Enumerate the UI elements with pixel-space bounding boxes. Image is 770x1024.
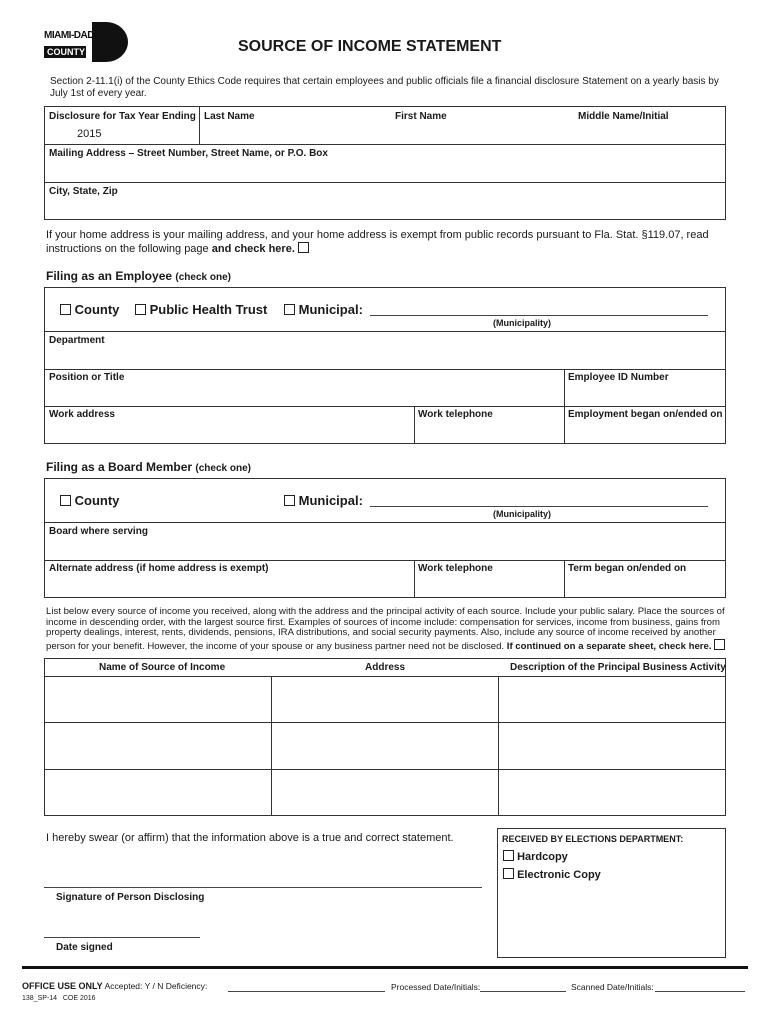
scanned-label: Scanned Date/Initials: (571, 982, 654, 992)
date-signed-line[interactable] (44, 937, 200, 938)
col-business-activity: Description of the Principal Business Activity (510, 662, 726, 673)
electronic-checkbox[interactable] (503, 868, 514, 879)
processed-line[interactable] (480, 991, 566, 992)
county-logo (44, 20, 130, 64)
employee-pht-checkbox[interactable] (135, 304, 146, 315)
employee-municipality-caption: (Municipality) (493, 318, 551, 328)
employee-municipality-line[interactable] (370, 315, 708, 316)
scanned-line[interactable] (655, 991, 745, 992)
board-municipal-checkbox[interactable] (284, 495, 295, 506)
employee-county-option[interactable]: County (60, 302, 119, 317)
first-name-field[interactable]: First Name (395, 111, 447, 122)
accepted-label: Accepted: Y / N Deficiency: (104, 981, 208, 991)
tax-year-field[interactable]: 2015 (77, 128, 102, 140)
employee-municipal-option[interactable]: Municipal: (284, 302, 363, 317)
logo-line1: MIAMI-DADE (44, 30, 101, 41)
hardcopy-option[interactable]: Hardcopy (503, 850, 568, 863)
deficiency-line[interactable] (228, 991, 385, 992)
position-field[interactable]: Position or Title (49, 372, 125, 383)
office-divider (22, 966, 748, 969)
hardcopy-checkbox[interactable] (503, 850, 514, 861)
work-telephone-field[interactable]: Work telephone (418, 409, 493, 420)
middle-name-field[interactable]: Middle Name/Initial (578, 111, 669, 122)
processed-label: Processed Date/Initials: (391, 982, 481, 992)
electronic-option[interactable]: Electronic Copy (503, 868, 601, 881)
continued-checkbox[interactable] (714, 639, 725, 650)
alternate-address-field[interactable]: Alternate address (if home address is exempt) (49, 563, 269, 574)
board-section (44, 478, 726, 598)
page-title: SOURCE OF INCOME STATEMENT (238, 38, 502, 55)
date-signed-label: Date signed (56, 942, 113, 953)
last-name-field[interactable]: Last Name (204, 111, 255, 122)
received-box (497, 828, 726, 958)
disclosure-section (44, 106, 726, 220)
employee-county-checkbox[interactable] (60, 304, 71, 315)
home-exempt-text: If your home address is your mailing address, and your home address is exempt from public records pursuant to Fla. Stat. §119.07, read instructions on the following page and check here. (46, 229, 709, 255)
board-municipality-caption: (Municipality) (493, 509, 551, 519)
col-address: Address (365, 662, 406, 673)
board-county-checkbox[interactable] (60, 495, 71, 506)
board-work-telephone-field[interactable]: Work telephone (418, 563, 493, 574)
mailing-address-field[interactable]: Mailing Address – Street Number, Street Name, or P.O. Box (49, 148, 328, 159)
intro-text: Section 2-11.1(i) of the County Ethics Code requires that certain employees and public officials file a financial disclosure Statement on a yearly basis by July 1st of every year. (50, 76, 719, 99)
col-source-name: Name of Source of Income (99, 662, 226, 673)
board-municipality-line[interactable] (370, 506, 708, 507)
county-logo-mark (44, 20, 130, 64)
form-code: 138_SP-14 COE 2016 (22, 995, 96, 1002)
employee-id-field[interactable]: Employee ID Number (568, 372, 669, 383)
received-title: RECEIVED BY ELECTIONS DEPARTMENT: (502, 834, 684, 844)
term-dates-field[interactable]: Term began on/ended on (568, 563, 687, 574)
affirmation-text: I hereby swear (or affirm) that the information above is a true and correct statement. (46, 832, 454, 844)
office-use-label: OFFICE USE ONLY (22, 981, 103, 991)
department-field[interactable]: Department (49, 335, 105, 346)
board-municipal-option[interactable]: Municipal: (284, 493, 363, 508)
signature-line[interactable] (44, 887, 482, 888)
table-row[interactable] (44, 723, 726, 769)
employee-municipal-checkbox[interactable] (284, 304, 295, 315)
employee-heading: Filing as an Employee (check one) (46, 269, 231, 283)
city-state-zip-field[interactable]: City, State, Zip (49, 186, 118, 197)
signature-label: Signature of Person Disclosing (56, 892, 205, 903)
employee-pht-option[interactable]: Public Health Trust (135, 302, 267, 317)
home-exempt-checkbox[interactable] (298, 242, 309, 253)
board-serving-field[interactable]: Board where serving (49, 526, 148, 537)
logo-line2: COUNTY (47, 47, 85, 57)
sources-instructions: List below every source of income you received, along with the address and the principal activity of each source. Include your public salary. Place the sources of income in descending order, with the largest source first. Examples of sources of income include: compensation for services, income from business, gains from property dealings, interest, rents, dividends, pensions, IRA distributions, and social security payments. Also, include any source of income received by another person for your benefit. However, the income of your spouse or any business partner need not be disclosed. If continued on a separate sheet, check here. (46, 606, 725, 652)
work-address-field[interactable]: Work address (49, 409, 115, 420)
board-heading: Filing as a Board Member (check one) (46, 460, 251, 474)
tax-year-label: Disclosure for Tax Year Ending (49, 111, 196, 122)
table-row[interactable] (44, 677, 726, 722)
table-row[interactable] (44, 770, 726, 816)
board-county-option[interactable]: County (60, 493, 119, 508)
employment-dates-field[interactable]: Employment began on/ended on (568, 409, 723, 420)
